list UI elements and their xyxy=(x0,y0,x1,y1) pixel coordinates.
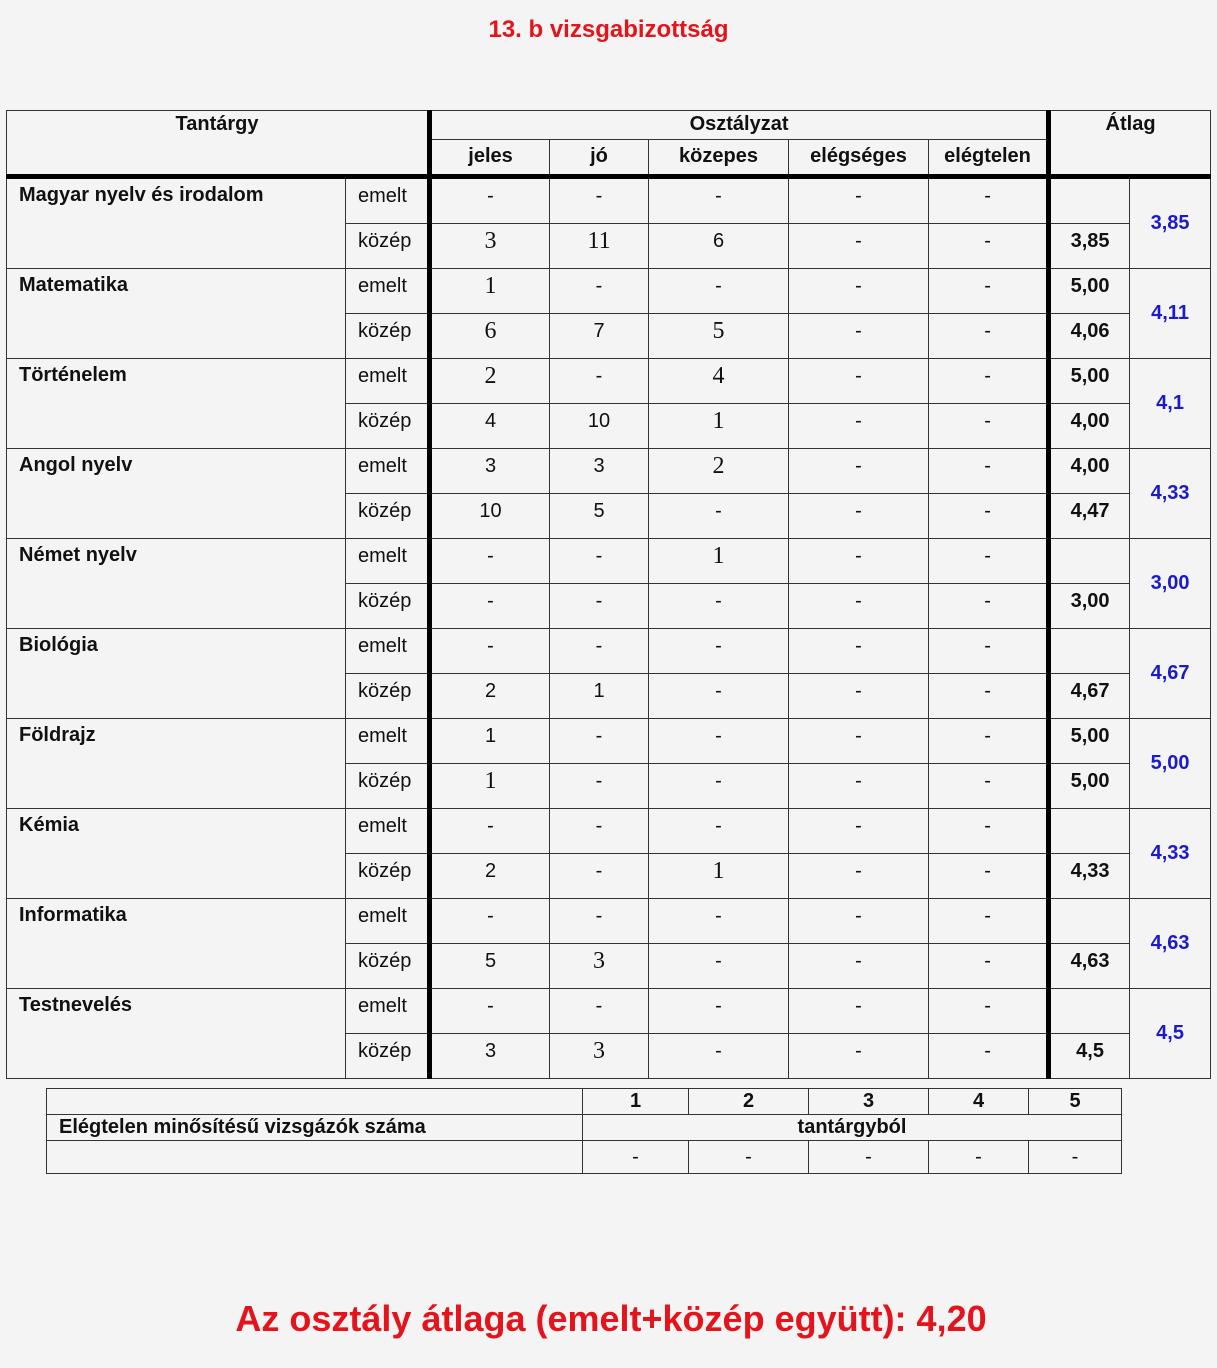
fails-blank-cell xyxy=(47,1141,583,1174)
grade-count-elegseges: - xyxy=(789,719,929,764)
level-average: 5,00 xyxy=(1049,359,1130,404)
grade-count-jeles: 6 xyxy=(430,314,550,359)
grade-count-jeles: 10 xyxy=(430,494,550,539)
grade-count-jo: 11 xyxy=(550,224,649,269)
level-average: 4,06 xyxy=(1049,314,1130,359)
header-jeles: jeles xyxy=(430,140,550,177)
subject-name: Biológia xyxy=(7,629,346,719)
grade-count-jo: - xyxy=(550,854,649,899)
grade-count-jeles: - xyxy=(430,539,550,584)
level-average xyxy=(1049,177,1130,224)
subject-total-average: 4,33 xyxy=(1130,809,1211,899)
grade-count-elegtelen: - xyxy=(929,224,1049,269)
grade-count-kozepes: 2 xyxy=(649,449,789,494)
fails-number-5: 5 xyxy=(1029,1089,1122,1115)
level-average: 3,85 xyxy=(1049,224,1130,269)
table-row xyxy=(7,449,1211,494)
grade-count-elegseges: - xyxy=(789,1034,929,1079)
subject-name: Földrajz xyxy=(7,719,346,809)
grade-count-elegseges: - xyxy=(789,629,929,674)
grade-count-kozepes: - xyxy=(649,764,789,809)
subject-total-average: 4,1 xyxy=(1130,359,1211,449)
grade-count-kozepes: - xyxy=(649,177,789,224)
grade-count-jo: - xyxy=(550,719,649,764)
level-average xyxy=(1049,629,1130,674)
subject-total-average: 4,33 xyxy=(1130,449,1211,539)
grade-count-elegtelen: - xyxy=(929,944,1049,989)
exam-results-table xyxy=(6,110,1211,1079)
grade-count-elegtelen: - xyxy=(929,359,1049,404)
grade-count-jeles: 2 xyxy=(430,674,550,719)
level-average: 5,00 xyxy=(1049,269,1130,314)
grade-count-elegseges: - xyxy=(789,539,929,584)
grade-count-elegtelen: - xyxy=(929,854,1049,899)
grade-count-elegseges: - xyxy=(789,224,929,269)
fails-value-2: - xyxy=(689,1141,809,1174)
grade-count-elegseges: - xyxy=(789,899,929,944)
grade-count-elegtelen: - xyxy=(929,314,1049,359)
level-average xyxy=(1049,899,1130,944)
grade-count-jeles: 3 xyxy=(430,224,550,269)
fails-unit: tantárgyból xyxy=(583,1115,1122,1141)
grade-count-kozepes: 5 xyxy=(649,314,789,359)
level-label: közép xyxy=(346,764,430,809)
grade-count-kozepes: 6 xyxy=(649,224,789,269)
subject-name: Testnevelés xyxy=(7,989,346,1079)
grade-count-kozepes: - xyxy=(649,944,789,989)
grade-count-elegtelen: - xyxy=(929,177,1049,224)
subject-total-average: 4,11 xyxy=(1130,269,1211,359)
grade-count-jeles: - xyxy=(430,629,550,674)
grade-count-elegtelen: - xyxy=(929,1034,1049,1079)
grade-count-elegtelen: - xyxy=(929,404,1049,449)
grade-count-kozepes: 1 xyxy=(649,539,789,584)
results-body xyxy=(7,177,1211,1079)
grade-count-elegtelen: - xyxy=(929,494,1049,539)
level-label: emelt xyxy=(346,177,430,224)
grade-count-jo: 3 xyxy=(550,449,649,494)
subject-total-average: 4,63 xyxy=(1130,899,1211,989)
grade-count-jo: - xyxy=(550,899,649,944)
level-average: 4,00 xyxy=(1049,449,1130,494)
grade-count-jo: - xyxy=(550,584,649,629)
table-row xyxy=(7,359,1211,404)
level-average xyxy=(1049,989,1130,1034)
grade-count-kozepes: - xyxy=(649,989,789,1034)
subject-name: Magyar nyelv és irodalom xyxy=(7,177,346,269)
level-average: 4,33 xyxy=(1049,854,1130,899)
grade-count-jo: - xyxy=(550,629,649,674)
grade-count-jo: 10 xyxy=(550,404,649,449)
level-average: 3,00 xyxy=(1049,584,1130,629)
grade-count-kozepes: 4 xyxy=(649,359,789,404)
level-average: 4,67 xyxy=(1049,674,1130,719)
grade-count-elegseges: - xyxy=(789,314,929,359)
table-row xyxy=(7,809,1211,854)
level-label: emelt xyxy=(346,449,430,494)
grade-count-kozepes: - xyxy=(649,494,789,539)
fails-value-5: - xyxy=(1029,1141,1122,1174)
grade-count-jeles: 2 xyxy=(430,854,550,899)
grade-count-elegtelen: - xyxy=(929,764,1049,809)
grade-count-elegseges: - xyxy=(789,359,929,404)
grade-count-jeles: 4 xyxy=(430,404,550,449)
grade-count-jo: - xyxy=(550,177,649,224)
fails-number-4: 4 xyxy=(929,1089,1029,1115)
level-label: emelt xyxy=(346,539,430,584)
header-elegtelen: elégtelen xyxy=(929,140,1049,177)
subject-total-average: 3,85 xyxy=(1130,177,1211,269)
grade-count-elegtelen: - xyxy=(929,629,1049,674)
level-label: közép xyxy=(346,494,430,539)
grade-count-kozepes: - xyxy=(649,629,789,674)
level-average: 4,63 xyxy=(1049,944,1130,989)
grade-count-kozepes: - xyxy=(649,899,789,944)
grade-count-elegtelen: - xyxy=(929,674,1049,719)
grade-count-elegseges: - xyxy=(789,854,929,899)
fails-blank-cell xyxy=(47,1089,583,1115)
table-row xyxy=(7,539,1211,584)
grade-count-elegseges: - xyxy=(789,944,929,989)
fails-value-4: - xyxy=(929,1141,1029,1174)
grade-count-elegseges: - xyxy=(789,404,929,449)
subject-total-average: 3,00 xyxy=(1130,539,1211,629)
level-label: emelt xyxy=(346,989,430,1034)
grade-count-elegseges: - xyxy=(789,449,929,494)
subject-name: Történelem xyxy=(7,359,346,449)
grade-count-elegtelen: - xyxy=(929,809,1049,854)
table-row xyxy=(7,989,1211,1034)
level-label: emelt xyxy=(346,629,430,674)
level-label: közép xyxy=(346,944,430,989)
grade-count-jo: 5 xyxy=(550,494,649,539)
level-label: közép xyxy=(346,404,430,449)
grade-count-jeles: - xyxy=(430,899,550,944)
level-label: emelt xyxy=(346,359,430,404)
table-row xyxy=(7,899,1211,944)
level-average: 4,00 xyxy=(1049,404,1130,449)
header-average: Átlag xyxy=(1049,111,1211,177)
fails-number-2: 2 xyxy=(689,1089,809,1115)
fails-number-3: 3 xyxy=(809,1089,929,1115)
grade-count-elegtelen: - xyxy=(929,449,1049,494)
grade-count-jeles: 2 xyxy=(430,359,550,404)
subject-name: Matematika xyxy=(7,269,346,359)
table-row xyxy=(7,269,1211,314)
failed-students-table xyxy=(46,1088,1122,1174)
grade-count-jo: - xyxy=(550,269,649,314)
grade-count-jo: - xyxy=(550,359,649,404)
grade-count-kozepes: - xyxy=(649,269,789,314)
subject-total-average: 4,5 xyxy=(1130,989,1211,1079)
subject-total-average: 4,67 xyxy=(1130,629,1211,719)
subject-name: Angol nyelv xyxy=(7,449,346,539)
fails-value-3: - xyxy=(809,1141,929,1174)
grade-count-jo: - xyxy=(550,809,649,854)
grade-count-elegseges: - xyxy=(789,809,929,854)
grade-count-kozepes: 1 xyxy=(649,404,789,449)
grade-count-elegseges: - xyxy=(789,584,929,629)
fails-value-1: - xyxy=(583,1141,689,1174)
grade-count-jeles: 3 xyxy=(430,1034,550,1079)
grade-count-elegseges: - xyxy=(789,674,929,719)
header-jo: jó xyxy=(550,140,649,177)
header-elegseges: elégséges xyxy=(789,140,929,177)
level-average: 5,00 xyxy=(1049,764,1130,809)
fails-number-1: 1 xyxy=(583,1089,689,1115)
subject-total-average: 5,00 xyxy=(1130,719,1211,809)
level-label: közép xyxy=(346,674,430,719)
grade-count-kozepes: - xyxy=(649,809,789,854)
grade-count-jeles: - xyxy=(430,177,550,224)
level-label: közép xyxy=(346,224,430,269)
header-subject: Tantárgy xyxy=(7,111,430,177)
grade-count-elegseges: - xyxy=(789,989,929,1034)
level-label: közép xyxy=(346,1034,430,1079)
level-label: közép xyxy=(346,314,430,359)
subject-name: Kémia xyxy=(7,809,346,899)
grade-count-jeles: 1 xyxy=(430,269,550,314)
level-average xyxy=(1049,539,1130,584)
grade-count-elegtelen: - xyxy=(929,899,1049,944)
level-label: emelt xyxy=(346,899,430,944)
header-kozepes: közepes xyxy=(649,140,789,177)
level-average xyxy=(1049,809,1130,854)
grade-count-jo: 1 xyxy=(550,674,649,719)
grade-count-jo: - xyxy=(550,989,649,1034)
table-row xyxy=(7,629,1211,674)
grade-count-jo: - xyxy=(550,764,649,809)
grade-count-jeles: 5 xyxy=(430,944,550,989)
grade-count-kozepes: - xyxy=(649,1034,789,1079)
grade-count-jeles: - xyxy=(430,809,550,854)
level-average: 5,00 xyxy=(1049,719,1130,764)
grade-count-jo: 3 xyxy=(550,944,649,989)
level-label: emelt xyxy=(346,809,430,854)
grade-count-kozepes: - xyxy=(649,674,789,719)
grade-count-jo: 7 xyxy=(550,314,649,359)
grade-count-elegtelen: - xyxy=(929,989,1049,1034)
grade-count-elegtelen: - xyxy=(929,719,1049,764)
grade-count-jeles: 1 xyxy=(430,719,550,764)
level-average: 4,47 xyxy=(1049,494,1130,539)
grade-count-kozepes: - xyxy=(649,719,789,764)
grade-count-elegseges: - xyxy=(789,764,929,809)
subject-name: Német nyelv xyxy=(7,539,346,629)
fails-label: Elégtelen minősítésű vizsgázók száma xyxy=(47,1115,583,1141)
grade-count-kozepes: - xyxy=(649,584,789,629)
grade-count-elegseges: - xyxy=(789,269,929,314)
table-row xyxy=(7,719,1211,764)
table-row xyxy=(7,177,1211,224)
level-average: 4,5 xyxy=(1049,1034,1130,1079)
grade-count-elegtelen: - xyxy=(929,584,1049,629)
page-title: 13. b vizsgabizottság xyxy=(488,16,729,43)
class-average: Az osztály átlaga (emelt+közép együtt): 4,20 xyxy=(235,1298,987,1339)
grade-count-elegseges: - xyxy=(789,494,929,539)
header-grade: Osztályzat xyxy=(430,111,1049,140)
grade-count-elegtelen: - xyxy=(929,269,1049,314)
level-label: emelt xyxy=(346,269,430,314)
grade-count-elegseges: - xyxy=(789,177,929,224)
grade-count-jeles: - xyxy=(430,584,550,629)
level-label: közép xyxy=(346,854,430,899)
grade-count-jeles: - xyxy=(430,989,550,1034)
grade-count-jo: - xyxy=(550,539,649,584)
grade-count-elegtelen: - xyxy=(929,539,1049,584)
grade-count-jeles: 3 xyxy=(430,449,550,494)
grade-count-kozepes: 1 xyxy=(649,854,789,899)
subject-name: Informatika xyxy=(7,899,346,989)
level-label: közép xyxy=(346,584,430,629)
grade-count-jeles: 1 xyxy=(430,764,550,809)
level-label: emelt xyxy=(346,719,430,764)
grade-count-jo: 3 xyxy=(550,1034,649,1079)
